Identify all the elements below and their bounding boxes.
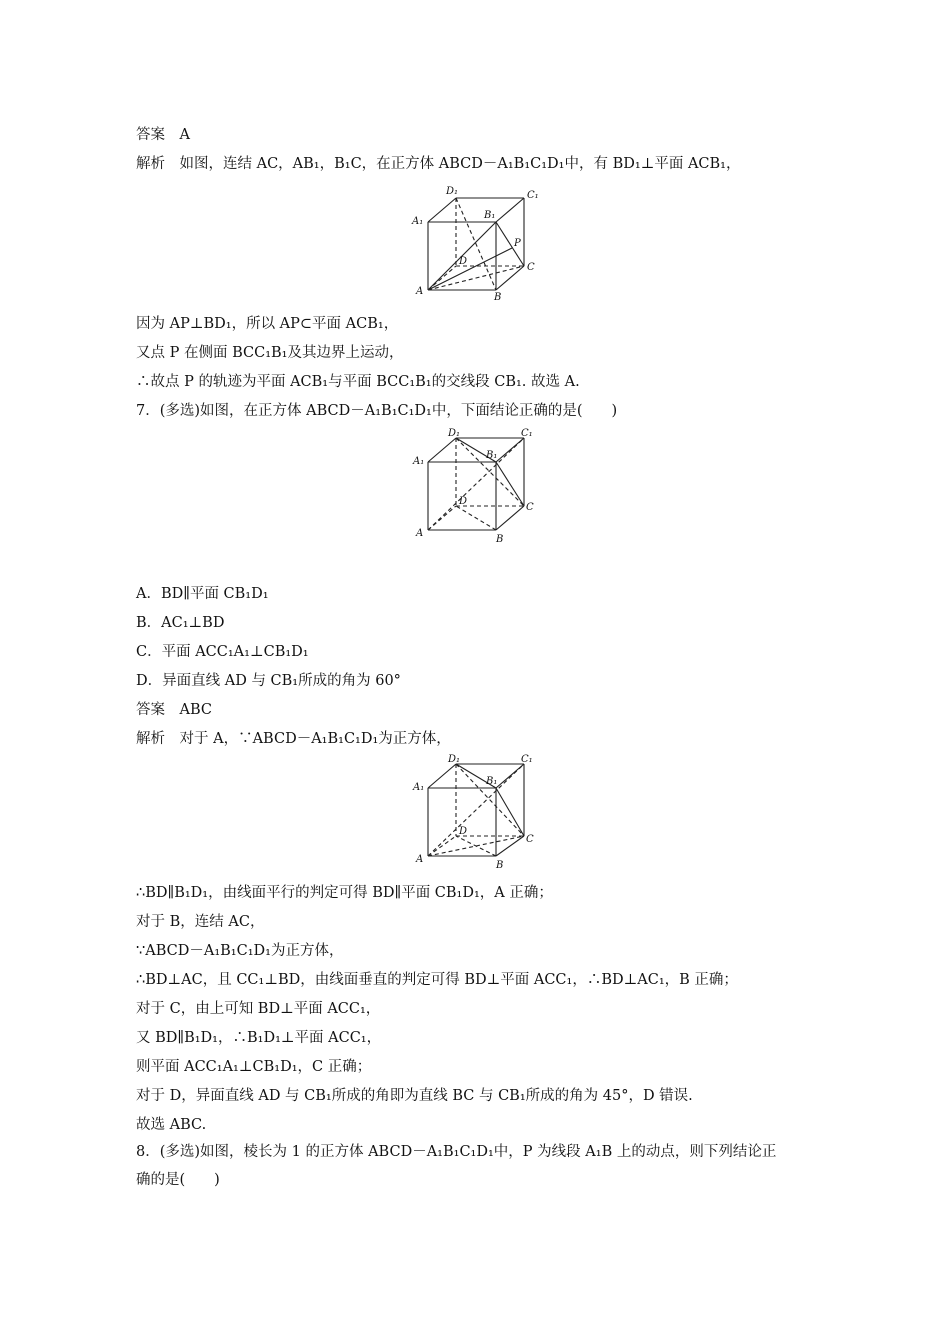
question-8: 8．(多选)如图，棱长为 1 的正方体 ABCD－A₁B₁C₁D₁中，P 为线段 A₁B 上的动点，则下列结论正	[136, 1144, 777, 1160]
label-b: B	[494, 292, 502, 300]
label-c: C	[527, 262, 535, 273]
label-b1: B₁	[484, 210, 496, 221]
edge	[428, 198, 456, 222]
label-b1: B₁	[486, 776, 498, 787]
edge	[428, 438, 456, 462]
label-c1: C₁	[521, 428, 533, 439]
label-b: B	[496, 534, 504, 545]
edge	[496, 506, 524, 530]
analysis-line-7: 解析 对于 A，∵ABCD－A₁B₁C₁D₁为正方体，	[136, 731, 451, 747]
cube-figure-2	[410, 426, 546, 548]
analysis-line-7e: 对于 C，由上可知 BD⊥平面 ACC₁，	[136, 1001, 381, 1017]
analysis-line-7c: ∵ABCD－A₁B₁C₁D₁为正方体，	[136, 943, 344, 959]
label-d: D	[459, 826, 468, 837]
label-c1: C₁	[527, 190, 539, 201]
diag-ac1	[428, 764, 524, 856]
option-a: A．BD∥平面 CB₁D₁	[136, 586, 269, 602]
diag-b1c	[496, 788, 524, 836]
label-d1: D₁	[448, 428, 461, 439]
diag-b1c	[496, 462, 524, 506]
question-7: 7．(多选)如图，在正方体 ABCD－A₁B₁C₁D₁中，下面结论正确的是( )	[136, 403, 618, 419]
label-a1: A₁	[412, 216, 424, 227]
label-a1: A₁	[413, 456, 425, 467]
analysis-line-6d: ∴故点 P 的轨迹为平面 ACB₁与平面 BCC₁B₁的交线段 CB₁. 故选 A.	[136, 374, 580, 390]
label-d: D	[459, 496, 468, 507]
analysis-line-7i: 故选 ABC.	[136, 1117, 207, 1133]
analysis-line-7g: 则平面 ACC₁A₁⊥CB₁D₁，C 正确；	[136, 1059, 372, 1075]
label-d1: D₁	[446, 186, 459, 197]
diag-bd	[456, 506, 496, 530]
label-d: D	[459, 256, 468, 267]
option-b: B．AC₁⊥BD	[136, 615, 225, 631]
label-c1: C₁	[521, 754, 533, 765]
segment-ap	[428, 248, 512, 290]
cube-figure-1	[408, 180, 548, 300]
analysis-line-6b: 因为 AP⊥BD₁，所以 AP⊂平面 ACB₁，	[136, 316, 399, 332]
label-d1: D₁	[448, 754, 461, 765]
diag-bd	[456, 836, 496, 856]
label-b1: B₁	[486, 450, 498, 461]
label-c: C	[526, 502, 534, 513]
label-a: A	[416, 286, 424, 297]
label-a: A	[416, 854, 424, 865]
analysis-line-6c: 又点 P 在侧面 BCC₁B₁及其边界上运动，	[136, 345, 404, 361]
label-a: A	[416, 528, 424, 539]
edge	[496, 198, 524, 222]
label-p: P	[514, 238, 521, 249]
answer-line-7: 答案 ABC	[136, 702, 212, 718]
analysis-line-7f: 又 BD∥B₁D₁，∴B₁D₁⊥平面 ACC₁，	[136, 1030, 382, 1046]
option-d: D．异面直线 AD 与 CB₁所成的角为 60°	[136, 673, 401, 689]
option-c: C．平面 ACC₁A₁⊥CB₁D₁	[136, 644, 309, 660]
analysis-line-7h: 对于 D，异面直线 AD 与 CB₁所成的角即为直线 BC 与 CB₁所成的角为 45°，D 错误.	[136, 1088, 693, 1104]
label-b: B	[496, 860, 504, 871]
edge	[428, 764, 456, 788]
hidden-edge	[428, 506, 456, 530]
analysis-line-7d: ∴BD⊥AC，且 CC₁⊥BD，由线面垂直的判定可得 BD⊥平面 ACC₁，∴BD⊥AC₁，B 正确；	[136, 972, 738, 988]
analysis-line-7a: ∴BD∥B₁D₁，由线面平行的判定可得 BD∥平面 CB₁D₁，A 正确；	[136, 885, 553, 901]
edge	[496, 836, 524, 856]
analysis-line-6: 解析 如图，连结 AC，AB₁，B₁C，在正方体 ABCD－A₁B₁C₁D₁中，有 BD₁⊥平面 ACB₁，	[136, 156, 741, 172]
question-8-cont: 确的是( )	[136, 1172, 220, 1188]
label-a1: A₁	[413, 782, 425, 793]
label-c: C	[526, 834, 534, 845]
answer-line-6: 答案 A	[136, 127, 190, 143]
cube-figure-3	[410, 752, 546, 872]
analysis-line-7b: 对于 B，连结 AC，	[136, 914, 265, 930]
